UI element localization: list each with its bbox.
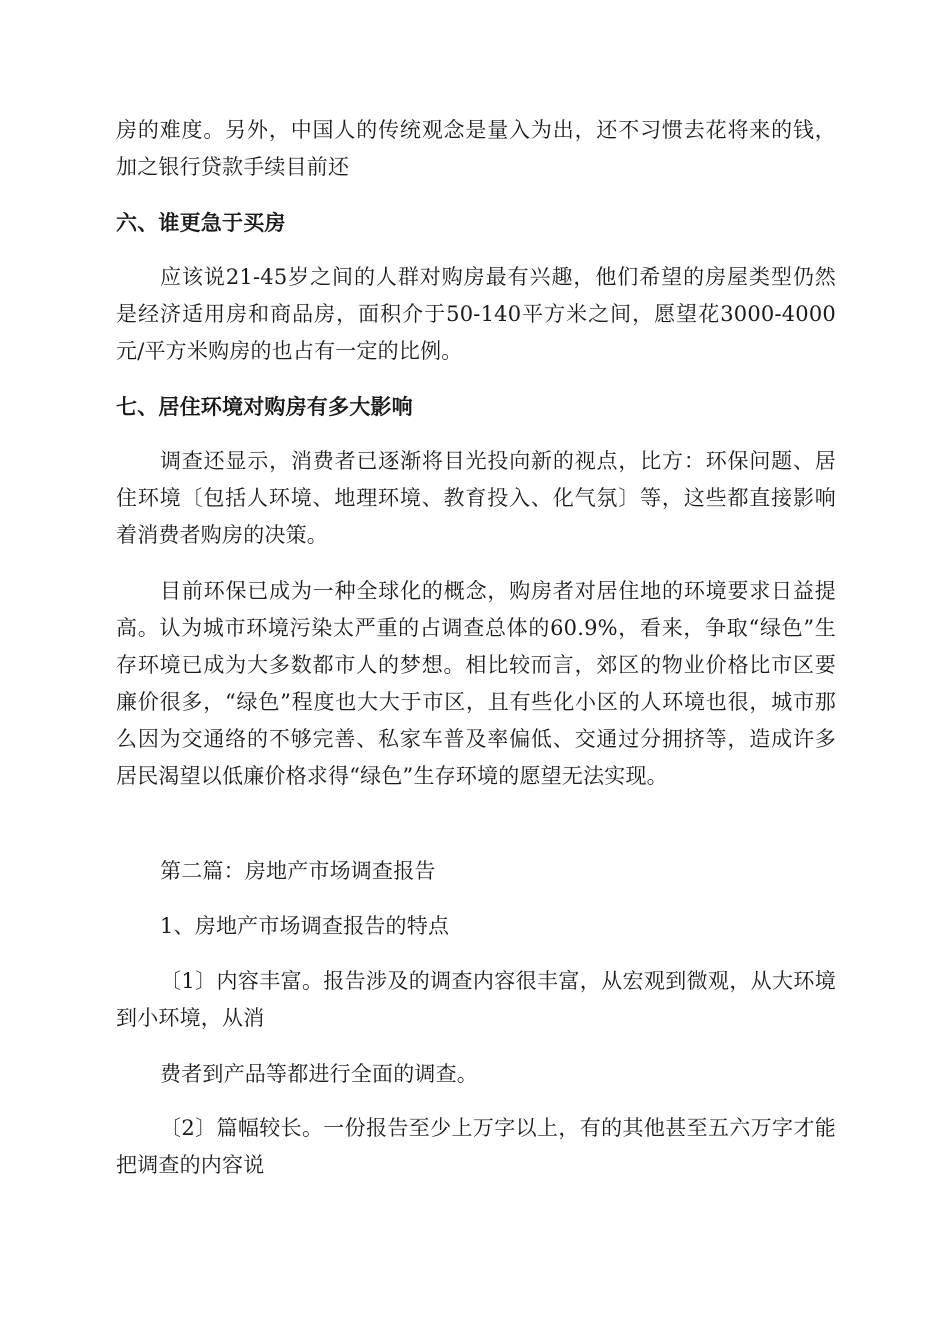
paragraph-part-two-title: 第二篇：房地产市场调查报告 — [160, 859, 436, 883]
paragraph-item-1: 〔1〕内容丰富。报告涉及的调查内容很丰富，从宏观到微观，从大环境到小环境，从消 — [116, 969, 836, 1030]
paragraph-environment: 目前环保已成为一种全球化的概念，购房者对居住地的环境要求日益提高。认为城市环境污染太严重的占调查总体的60.9%，看来，争取“绿色”生存环境已成为大多数都市人的梦想。相比较而言，郊区的物业价格比市区要廉价很多，“绿色”程度也大大于市区，且有些化小区的人环境也很，城市那么因为交通络的不够完善、私家车普及率偏低、交通过分拥挤等，造成许多居民渴望以低廉价格求得“绿色”生存环境的愿望无法实现。 — [116, 579, 836, 788]
paragraph-item-1-continued: 费者到产品等都进行全面的调查。 — [160, 1062, 478, 1086]
section-heading-7: 七、居住环境对购房有多大影响 — [116, 395, 413, 419]
paragraph-survey-viewpoint: 调查还显示，消费者已逐渐将目光投向新的视点，比方：环保问题、居住环境〔包括人环境、地理环境、教育投入、化气氛〕等，这些都直接影响着消费者购房的决策。 — [116, 449, 836, 547]
paragraph-continuation: 房的难度。另外，中国人的传统观念是量入为出，还不习惯去花将来的钱，加之银行贷款手续目前还 — [116, 118, 836, 179]
paragraph-item-2: 〔2〕篇幅较长。一份报告至少上万字以上，有的其他甚至五六万字才能把调查的内容说 — [116, 1116, 836, 1177]
paragraph-age-group: 应该说21-45岁之间的人群对购房最有兴趣，他们希望的房屋类型仍然是经济适用房和商品房，面积介于50-140平方米之间，愿望花3000-4000元/平方米购房的也占有一定的比例。 — [116, 265, 836, 363]
section-heading-6: 六、谁更急于买房 — [116, 211, 286, 235]
paragraph-report-features: 1、房地产市场调查报告的特点 — [160, 914, 450, 938]
